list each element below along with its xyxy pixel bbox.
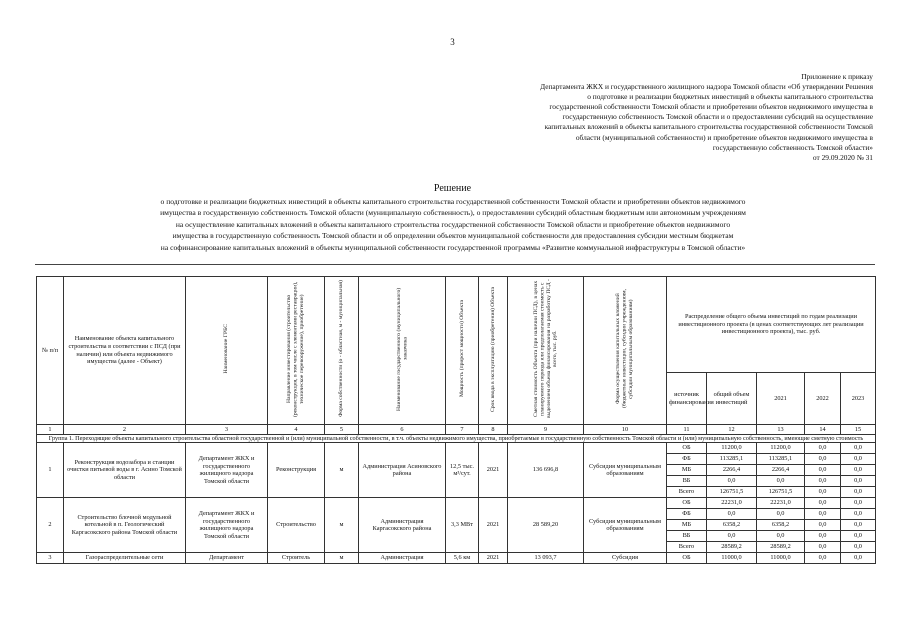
- header-capacity: [446, 277, 479, 425]
- cell-fin-y2023: 0,0: [841, 520, 876, 531]
- header-num: № п/п: [37, 277, 64, 425]
- cell-num: 2: [37, 498, 64, 553]
- cell-fin-y2022: 0,0: [805, 553, 841, 564]
- header-total: общий объем инвестиций: [707, 373, 757, 425]
- header-cost: [508, 277, 584, 425]
- appendix-date: от 29.09.2020 № 31: [812, 152, 873, 162]
- document-subtitle: [28, 196, 878, 253]
- group-title: Группа 1. Переходящие объекты капитального строительства областной государственной и (или) муниципальной собственности, в т.ч. объекты недвижимого имущества, приобретаемые в государственную собственность Томской области и (или) муниципальную собственность, имеющие сметную стоимость: [37, 435, 876, 443]
- cell-fin-src: ВБ: [667, 476, 707, 487]
- column-number: 6: [359, 425, 446, 435]
- cell-term: 2021: [479, 443, 508, 498]
- cell-form: Субсидия: [584, 553, 667, 564]
- column-number: 2: [64, 425, 186, 435]
- cell-fin-y2022: 0,0: [805, 454, 841, 465]
- cell-cost: 136 696,8: [508, 443, 584, 498]
- cell-fin-src: МБ: [667, 465, 707, 476]
- cell-fin-total: 28589,2: [707, 542, 757, 553]
- header-distribution: Распределение общего объема инвестиций по годам реализации инвестиционного проекта (в ценах соответствующих лет реализации инвестиционного проекта), тыс. руб.: [667, 277, 876, 373]
- column-number: 7: [446, 425, 479, 435]
- table-row: [37, 553, 876, 564]
- subtitle-line: на осуществление капитальных вложений в объекты капитального строительства государственной собственности Томской области и приобретение объектов недвижимого: [175, 219, 731, 229]
- header-name: Наименование объекта капитального строительства в соответствии с ПСД (при наличии) или объекта недвижимого имущества (далее - Объект): [64, 277, 186, 425]
- table-row: [37, 498, 876, 509]
- cell-fin-src: Всего: [667, 487, 707, 498]
- appendix-line: государственную собственность Томской области и о предоставлении субсидий на осуществление: [562, 112, 873, 122]
- table-row: [37, 443, 876, 454]
- cell-fin-y2023: 0,0: [841, 531, 876, 542]
- cell-fin-y2021: 2266,4: [757, 465, 805, 476]
- cell-fin-src: МБ: [667, 520, 707, 531]
- appendix-line: Департамента ЖКХ и государственного жилищного надзора Томской области «Об утверждении Решения: [540, 82, 873, 92]
- cell-name: Реконструкция водозабора и станции очистки питьевой воды в г. Асино Томской области: [64, 443, 186, 498]
- cell-fin-y2023: 0,0: [841, 487, 876, 498]
- cell-cost: 28 589,20: [508, 498, 584, 553]
- cell-fin-src: ВБ: [667, 531, 707, 542]
- header-direction-text: Направление инвестирования (строительство (реконструкция, в том числе с элементами реставрации), техническое перевооружение), приобретение): [286, 281, 306, 417]
- cell-grbs: Департамент ЖКХ и государственного жилищного надзора Томской области: [186, 443, 268, 498]
- header-direction: [268, 277, 325, 425]
- cell-fin-y2021: 0,0: [757, 531, 805, 542]
- column-number: 10: [584, 425, 667, 435]
- cell-customer: Администрация: [359, 553, 446, 564]
- cell-fin-src: ОБ: [667, 443, 707, 454]
- cell-name: Газораспределительные сети: [64, 553, 186, 564]
- cell-fin-y2022: 0,0: [805, 542, 841, 553]
- header-2023: 2023: [841, 373, 876, 425]
- cell-form: Субсидия муниципальным образованиям: [584, 498, 667, 553]
- cell-customer: Администрация Асиновского района: [359, 443, 446, 498]
- header-form-text: Форма осуществления капитальных вложений (бюджетные инвестиции, субсидии учреждениям, субсидии муниципальным образованиям): [615, 289, 635, 409]
- cell-num: 3: [37, 553, 64, 564]
- cell-fin-total: 6358,2: [707, 520, 757, 531]
- cell-direction: Строительство: [268, 498, 325, 553]
- header-form: [584, 277, 667, 425]
- cell-fin-y2022: 0,0: [805, 476, 841, 487]
- column-number: 1: [37, 425, 64, 435]
- cell-fin-y2023: 0,0: [841, 465, 876, 476]
- cell-name: Строительство блочной модульной котельной в п. Геологический Каргасокского района Томской области: [64, 498, 186, 553]
- cell-fin-y2021: 113285,1: [757, 454, 805, 465]
- header-customer-text: Наименование государственного (муниципального) заказчика: [395, 287, 408, 411]
- cell-fin-y2022: 0,0: [805, 531, 841, 542]
- header-2021: 2021: [757, 373, 805, 425]
- header-2022: 2022: [805, 373, 841, 425]
- column-number: 13: [757, 425, 805, 435]
- cell-capacity: 12,5 тыс. м³/сут.: [446, 443, 479, 498]
- appendix-line: государственную собственность Томской области»: [712, 142, 873, 152]
- cell-fin-y2023: 0,0: [841, 542, 876, 553]
- cell-fin-total: 22231,0: [707, 498, 757, 509]
- appendix-block: [403, 72, 873, 163]
- subtitle-line: имущества в государственную собственность Томской области (муниципальную собственность), о предоставлении субсидий областным бюджетным или автономным учреждениям: [160, 208, 746, 218]
- column-number: 3: [186, 425, 268, 435]
- header-grbs-text: Наименование ГРБС: [223, 324, 230, 374]
- cell-fin-y2022: 0,0: [805, 465, 841, 476]
- cell-fin-y2023: 0,0: [841, 498, 876, 509]
- cell-fin-src: ОБ: [667, 553, 707, 564]
- cell-ownership: м: [325, 443, 359, 498]
- cell-fin-src: Всего: [667, 542, 707, 553]
- column-number: 8: [479, 425, 508, 435]
- group-row: [37, 435, 876, 443]
- appendix-line: капитальных вложений в объекты капитального строительства государственной собственности Томской: [544, 122, 873, 132]
- cell-fin-src: ФБ: [667, 454, 707, 465]
- subtitle-line: на софинансирование капитальных вложений в объекты муниципальной собственности государственной программы «Развитие коммунальной инфраструктуры в Томской области»: [160, 242, 746, 252]
- cell-num: 1: [37, 443, 64, 498]
- cell-fin-y2023: 0,0: [841, 553, 876, 564]
- column-numbers-row: [37, 425, 876, 435]
- cell-fin-total: 126751,5: [707, 487, 757, 498]
- column-number: 5: [325, 425, 359, 435]
- subtitle-line: о подготовке и реализации бюджетных инвестиций в объекты капитального строительства государственной собственности Томской области и приобретении объектов недвижимого: [160, 197, 746, 206]
- cell-fin-y2023: 0,0: [841, 509, 876, 520]
- cell-fin-total: 0,0: [707, 509, 757, 520]
- subtitle-line: имущества в государственную собственность Томской области и об определении объектов муниципальной собственности для предоставления субсидии местным бюджетам: [172, 231, 734, 241]
- cell-capacity: 3,3 МВт: [446, 498, 479, 553]
- cell-fin-y2021: 11200,0: [757, 443, 805, 454]
- cell-cost: 13 093,7: [508, 553, 584, 564]
- header-source: источник финансирования: [667, 373, 707, 425]
- cell-fin-src: ФБ: [667, 509, 707, 520]
- document-title: Решение: [433, 183, 472, 194]
- column-number: 14: [805, 425, 841, 435]
- cell-fin-y2021: 11000,0: [757, 553, 805, 564]
- header-capacity-text: Мощность (прирост мощности) Объекта: [458, 300, 465, 398]
- cell-fin-y2022: 0,0: [805, 443, 841, 454]
- header-cost-text: Сметная стоимость Объекта (при наличии ПСД), в ценах планируемого периода или предполагаемая стоимость с выделением объема финансирования на разработку ПСД - всего, тыс. руб.: [532, 279, 558, 419]
- cell-fin-src: ОБ: [667, 498, 707, 509]
- cell-fin-total: 11000,0: [707, 553, 757, 564]
- divider: [35, 264, 875, 265]
- cell-fin-y2022: 0,0: [805, 509, 841, 520]
- cell-fin-y2021: 28589,2: [757, 542, 805, 553]
- column-number: 15: [841, 425, 876, 435]
- cell-ownership: м: [325, 498, 359, 553]
- cell-term: 2021: [479, 553, 508, 564]
- cell-fin-y2021: 0,0: [757, 476, 805, 487]
- investment-table: [36, 276, 876, 564]
- cell-fin-y2021: 126751,5: [757, 487, 805, 498]
- cell-grbs: Департамент: [186, 553, 268, 564]
- header-term-text: Срок ввода в эксплуатацию (приобретения) Объекта: [489, 286, 496, 412]
- header-ownership: [325, 277, 359, 425]
- page-number: 3: [450, 37, 455, 47]
- cell-direction: Строитель: [268, 553, 325, 564]
- appendix-line: о подготовке и реализации бюджетных инвестиций в объекты капитального строительства: [587, 92, 873, 102]
- cell-fin-total: 0,0: [707, 476, 757, 487]
- header-customer: [359, 277, 446, 425]
- column-number: 4: [268, 425, 325, 435]
- cell-fin-y2022: 0,0: [805, 520, 841, 531]
- column-number: 11: [667, 425, 707, 435]
- cell-fin-y2021: 6358,2: [757, 520, 805, 531]
- cell-form: Субсидия муниципальным образованиям: [584, 443, 667, 498]
- appendix-line: государственной собственности Томской области и приобретении объектов недвижимого имущества в: [549, 102, 873, 112]
- cell-fin-total: 2266,4: [707, 465, 757, 476]
- cell-fin-y2021: 0,0: [757, 509, 805, 520]
- header-grbs: [186, 277, 268, 425]
- cell-fin-y2022: 0,0: [805, 498, 841, 509]
- cell-fin-y2023: 0,0: [841, 454, 876, 465]
- cell-direction: Реконструкция: [268, 443, 325, 498]
- cell-customer: Администрация Каргасокского района: [359, 498, 446, 553]
- cell-term: 2021: [479, 498, 508, 553]
- appendix-line: Приложение к приказу: [801, 72, 873, 81]
- header-term: [479, 277, 508, 425]
- cell-fin-y2022: 0,0: [805, 487, 841, 498]
- cell-grbs: Департамент ЖКХ и государственного жилищного надзора Томской области: [186, 498, 268, 553]
- appendix-line: области (муниципальной собственности) и приобретение объектов недвижимого имущества в: [575, 132, 873, 142]
- cell-ownership: м: [325, 553, 359, 564]
- cell-fin-total: 11200,0: [707, 443, 757, 454]
- cell-fin-y2023: 0,0: [841, 443, 876, 454]
- column-number: 12: [707, 425, 757, 435]
- cell-fin-y2023: 0,0: [841, 476, 876, 487]
- cell-fin-y2021: 22231,0: [757, 498, 805, 509]
- cell-fin-total: 0,0: [707, 531, 757, 542]
- column-number: 9: [508, 425, 584, 435]
- cell-fin-total: 113285,1: [707, 454, 757, 465]
- header-ownership-text: Форма собственности (о - областная, м - муниципальная): [338, 280, 345, 418]
- cell-capacity: 5,6 км: [446, 553, 479, 564]
